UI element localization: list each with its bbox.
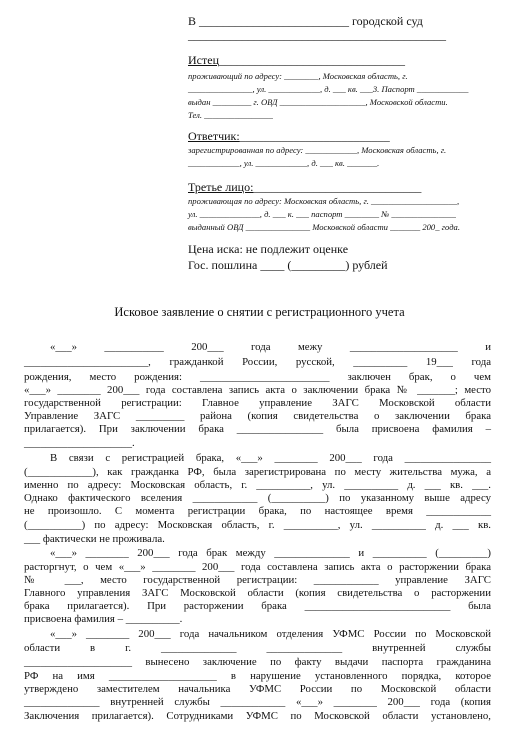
- body-line: рождения, место рождения: ________________________ заключен брак, о чем: [24, 371, 491, 383]
- third-party-passport: выданный ОВД _______________ Московской области _______ 200_ года.: [188, 222, 461, 232]
- defendant-address-2: ____________, ул. ____________, д. ___ кв. _______.: [188, 158, 380, 168]
- third-party-address-1: проживающая по адресу: Московская область, г. ____________________,: [188, 196, 460, 206]
- court-line: В _________________________ городской суд: [188, 14, 423, 28]
- plaintiff-phone: Тел. ________________: [188, 110, 273, 120]
- third-party-label-tail: ____________________________: [253, 180, 422, 194]
- defendant-label: Ответчик:: [188, 129, 240, 143]
- body-line: брака прилагается). При расторжении брака ___________________________ была: [24, 600, 491, 612]
- body-line: утверждено заместителем начальника УФМС России по Московской области: [24, 683, 491, 695]
- third-party-label: Третье лицо:: [188, 180, 254, 194]
- body-line: ____________________.: [24, 437, 135, 449]
- state-fee: Гос. пошлина ____ (_________) рублей: [188, 258, 388, 272]
- defendant-label-tail: _________________________: [239, 129, 390, 143]
- body-line: Главного управления ЗАГС Московской области (копия свидетельства о расторжении: [24, 587, 491, 599]
- third-party-heading: [188, 180, 421, 195]
- body-line: (____________), как гражданка РФ, была зарегистрирована по месту жительства мужа, а: [24, 466, 491, 478]
- court-line-2: ___________________________________________: [188, 28, 446, 42]
- body-line: не произошло. С момента регистрации брака, по настоящее время ____________: [24, 505, 491, 517]
- body-line: «___» ___________ 200___ года межу ____________________ и: [50, 341, 491, 353]
- third-party-address-2: ул. ______________, д. ___ к. ___ паспорт ________ № _______________: [188, 209, 456, 219]
- body-line: № ___, место государственной регистрации: ____________ управление ЗАГС: [24, 574, 491, 586]
- plaintiff-address-2: _______________, ул. ____________, д. ___ кв. ___3. Паспорт ____________: [188, 84, 469, 94]
- body-line: прилагается). При заключении брака ________________ была присвоена фамилия –: [24, 423, 491, 435]
- plaintiff-passport: выдан _________ г. ОВД ____________________, Московской области.: [188, 97, 448, 107]
- body-line: именно по адресу: Московская область, г. __________, ул. __________ д. ___ кв. ___.: [24, 479, 491, 491]
- body-line: РФ на имя ____________________ в нарушение установленного порядка, которое: [24, 670, 491, 682]
- body-line: Заключения прилагается). Сотрудниками УФМС по Московской области установлено,: [24, 710, 491, 722]
- plaintiff-address-1: проживающий по адресу: ________, Московская область, г.: [188, 71, 408, 81]
- body-line: присвоена фамилия – __________.: [24, 613, 183, 625]
- body-line: «___» ________ 200___ года составлена запись акта о заключении брака № _______; место: [24, 384, 491, 396]
- plaintiff-heading: [188, 53, 405, 68]
- body-line: области в г. ______________ ______________ внутренней службы: [24, 642, 491, 654]
- body-line: «___» ________ 200___ года брак между ______________ и __________ (_________): [50, 547, 491, 559]
- body-line: ______________ внутренней службы ____________ «___» ________ 200___ года (копия: [24, 696, 491, 708]
- body-line: расторгнут, о чем «___» ________ 200___ года составлена запись акта о расторжении брака: [24, 561, 491, 573]
- document-title: Исковое заявление о снятии с регистрационного учета: [114, 305, 405, 319]
- body-line: государственной регистрации: Главное управление ЗАГС Московской области: [24, 397, 491, 409]
- claim-price: Цена иска: не подлежит оценке: [188, 242, 349, 256]
- body-line: ____________________ вынесено заключение по факту выдачи паспорта гражданина: [24, 656, 491, 668]
- defendant-address-1: зарегистрированная по адресу: ____________, Московская область, г.: [188, 145, 447, 155]
- plaintiff-label: Истец: [188, 53, 219, 67]
- body-line: Однако фактического вселения ____________ (__________) по указанному выше адресу: [24, 492, 491, 504]
- body-line: ___ фактически не проживала.: [24, 533, 165, 545]
- body-line: (__________) по адресу: Московская область, г. __________, ул. __________ д. ___ кв.: [24, 519, 491, 531]
- body-line: Управление ЗАГС _________ района (копия свидетельства о заключении брака: [24, 410, 491, 422]
- plaintiff-label-tail: _______________________________: [218, 53, 405, 67]
- body-line: В связи с регистрацией брака, «___» ________ 200___ года ________________: [50, 452, 491, 464]
- defendant-heading: [188, 129, 390, 144]
- body-line: _______________________, гражданкой России, русской, __________ 19___ года: [24, 356, 491, 368]
- body-line: «___» ________ 200___ года начальником отделения УФМС России по Московской: [50, 628, 491, 640]
